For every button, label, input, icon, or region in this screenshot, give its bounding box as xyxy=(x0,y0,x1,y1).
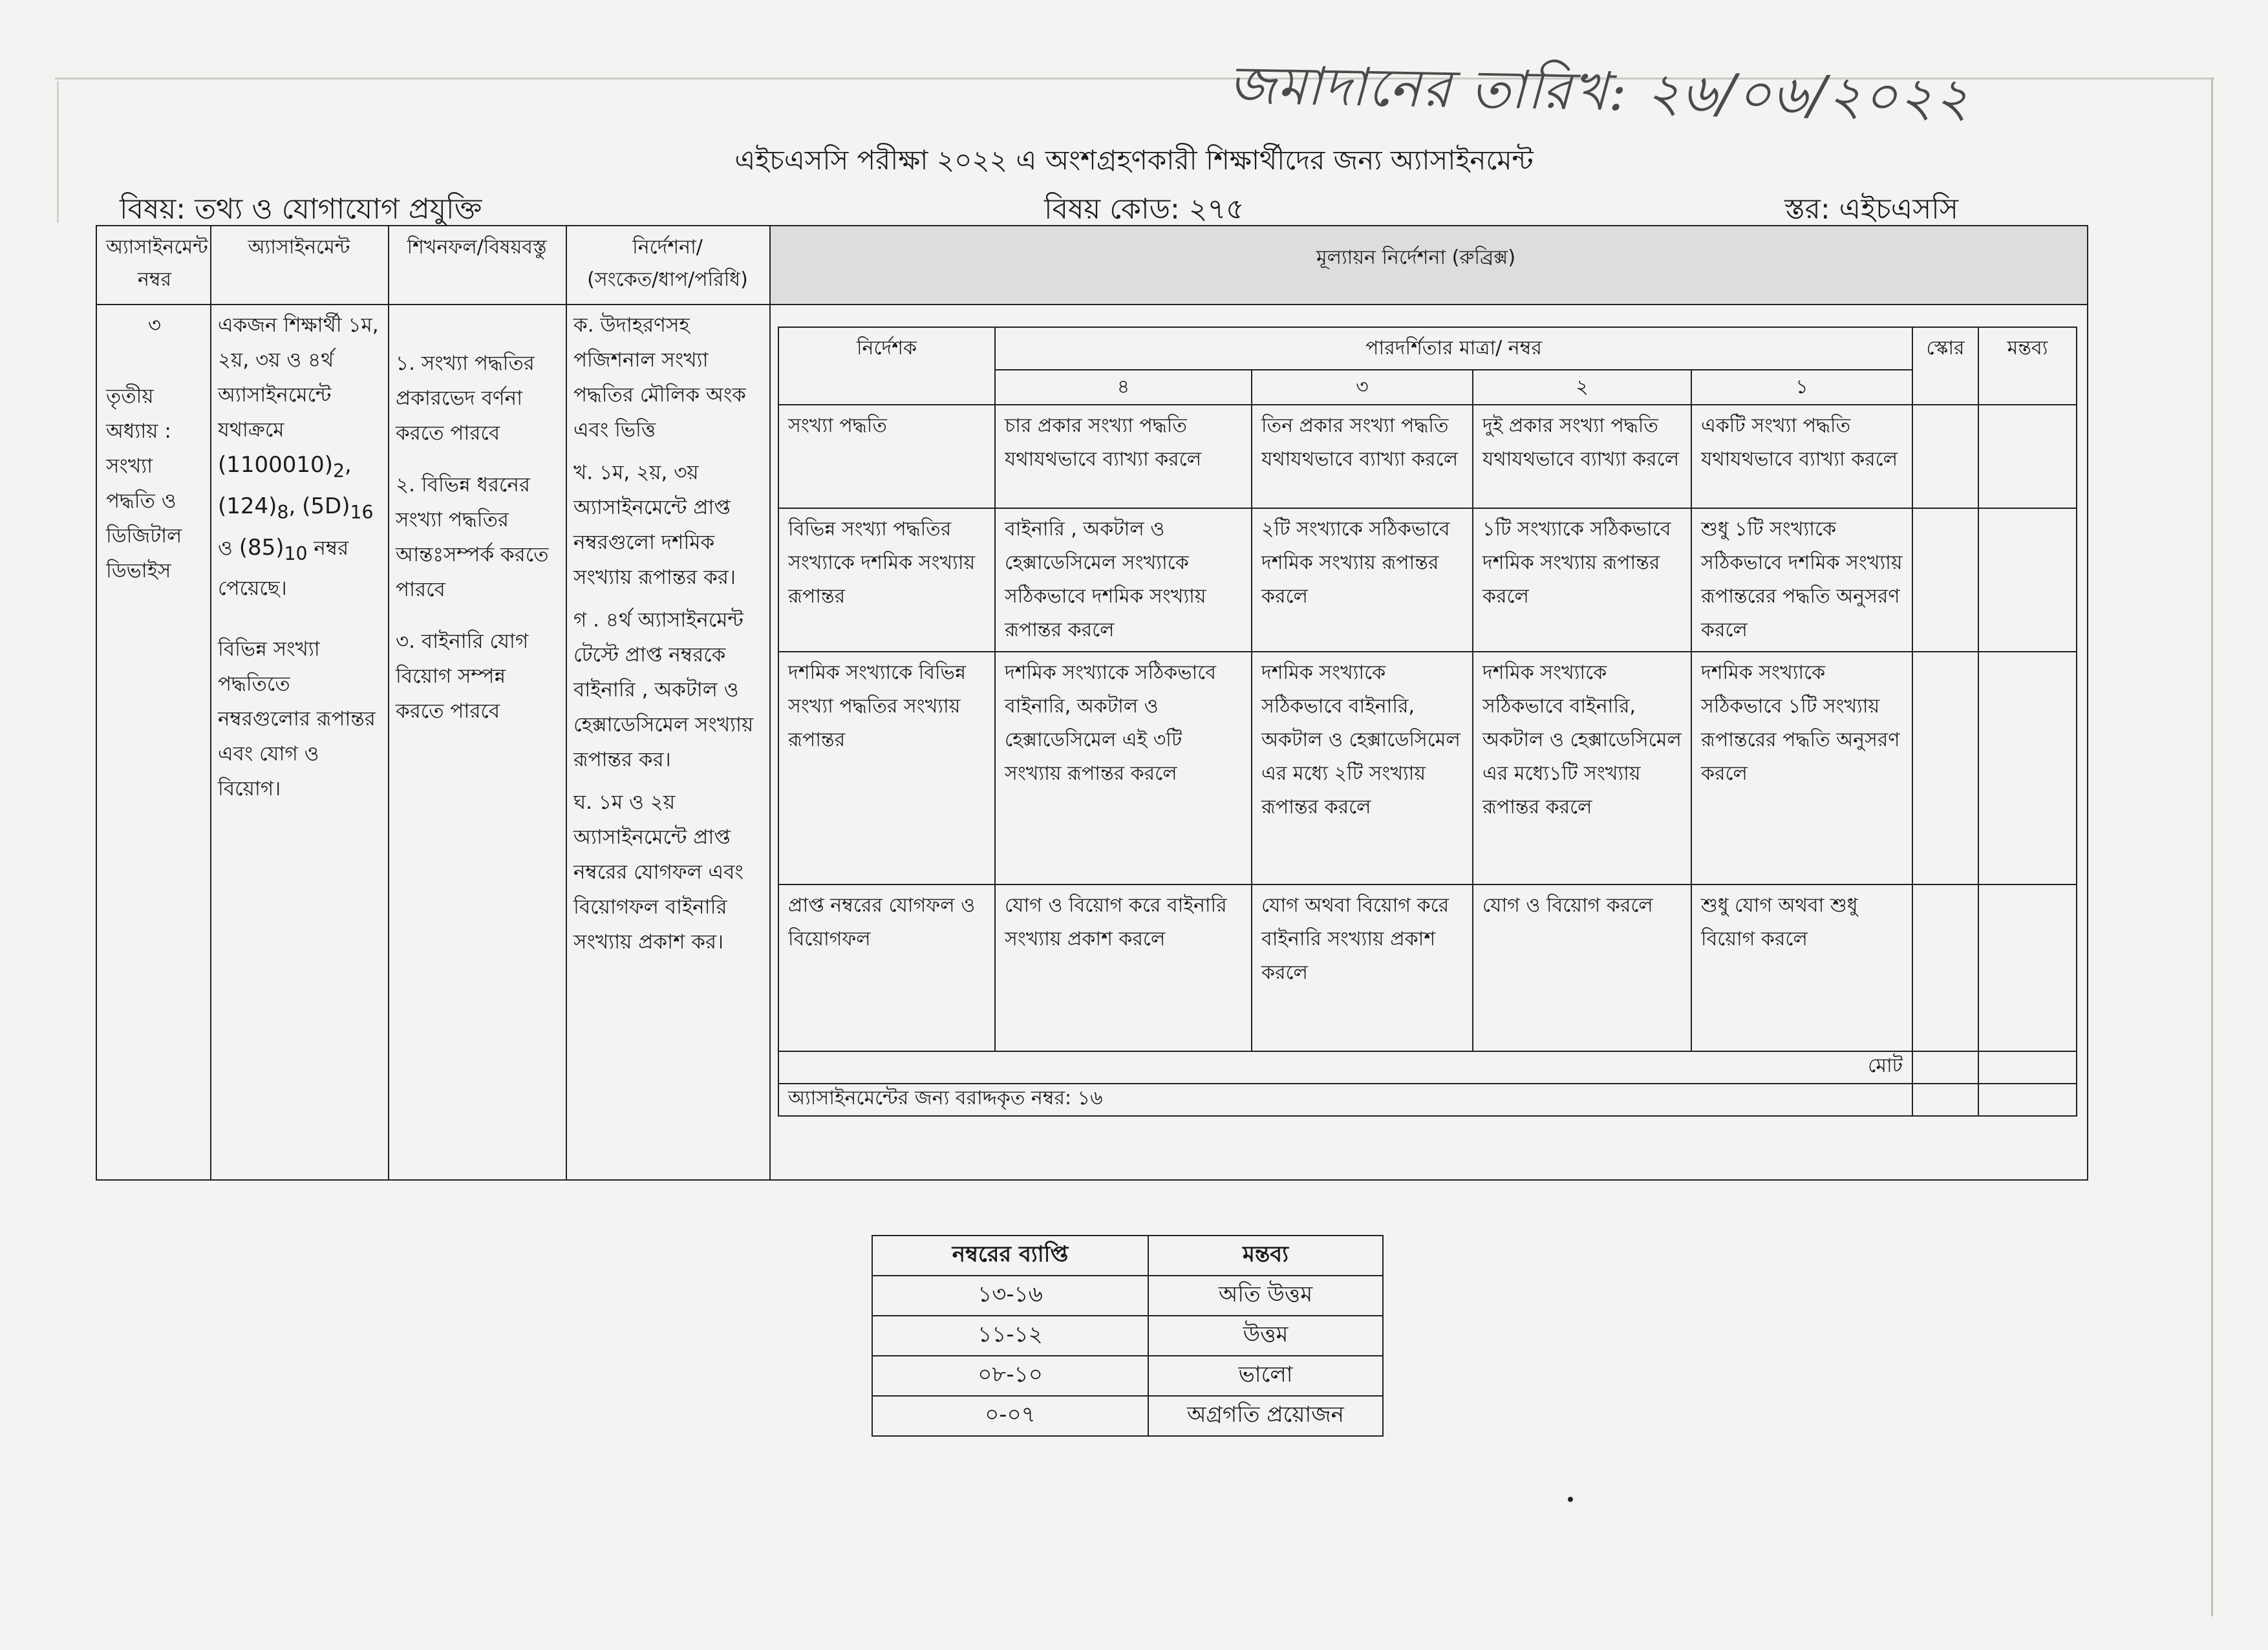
header-rule xyxy=(97,304,769,305)
scale-range: ০-০৭ xyxy=(872,1396,1148,1436)
rubric-cell-l4: দশমিক সংখ্যাকে সঠিকভাবে বাইনারি, অকটাল ও হেক্সাডেসিমেল এই ৩টি সংখ্যায় রূপান্তর করলে xyxy=(995,652,1252,884)
header-instructions-line2: (সংকেত/ধাপ/পরিধি) xyxy=(587,268,748,291)
rubric-remark-cell xyxy=(1978,652,2077,884)
scale-range: ১১-১২ xyxy=(872,1316,1148,1356)
instruction-item: গ . ৪র্থ অ্যাসাইনমেন্ট টেস্টে প্রাপ্ত নম্বরকে বাইনারি , অকটাল ও হেক্সাডেসিমেল সংখ্যায় রূপান্তর কর। xyxy=(573,608,754,771)
number-decimal-value: (85) xyxy=(239,534,284,561)
rubric-row xyxy=(778,884,2077,1051)
assignment-task: বিভিন্ন সংখ্যা পদ্ধতিতে নম্বরগুলোর রূপান্তর এবং যোগ ও বিয়োগ। xyxy=(218,638,376,801)
rubric-remark-header: মন্তব্য xyxy=(1978,327,2077,405)
learning-outcomes xyxy=(396,346,559,729)
education-level: স্তর: এইচএসসি xyxy=(1784,193,1958,226)
header-learning-outcome: শিখনফল/বিষয়বস্তু xyxy=(407,236,547,259)
assignment-number-value: ৩ xyxy=(147,314,162,337)
subject-name: বিষয়: তথ্য ও যোগাযোগ প্রযুক্তি xyxy=(120,193,482,226)
scale-remark: উত্তম xyxy=(1148,1316,1383,1356)
rubric-cell-l3: দশমিক সংখ্যাকে সঠিকভাবে বাইনারি, অকটাল ও হেক্সাডেসিমেল এর মধ্যে ২টি সংখ্যায় রূপান্তর করলে xyxy=(1252,652,1473,884)
scale-range: ০৮-১০ xyxy=(872,1356,1148,1396)
number-octal-base: 8 xyxy=(277,501,289,523)
rubric-cell-l4: যোগ ও বিয়োগ করে বাইনারি সংখ্যায় প্রকাশ করলে xyxy=(995,884,1252,1051)
header-evaluation: মূল্যায়ন নির্দেশনা (রুব্রিক্স) xyxy=(1316,246,1516,269)
rubric-level-1: ১ xyxy=(1691,370,1912,405)
rubric-cell-l3: ২টি সংখ্যাকে সঠিকভাবে দশমিক সংখ্যায় রূপান্তর করলে xyxy=(1252,508,1473,652)
rubric-cell-l1: দশমিক সংখ্যাকে সঠিকভাবে ১টি সংখ্যায় রূপান্তরের পদ্ধতি অনুসরণ করলে xyxy=(1691,652,1912,884)
rubric-cell-l3: যোগ অথবা বিয়োগ করে বাইনারি সংখ্যায় প্রকাশ করলে xyxy=(1252,884,1473,1051)
assignment-got: নম্বর পেয়েছে। xyxy=(218,536,349,601)
header-instructions-line1: নির্দেশনা/ xyxy=(632,236,703,259)
handwritten-submission-date: জমাদানের তারিখ: ২৬/০৬/২০২২ xyxy=(1228,54,1971,129)
subject-code: বিষয় কোড: ২৭৫ xyxy=(1044,193,1245,226)
number-octal-value: (124) xyxy=(218,493,277,519)
paper-edge-right xyxy=(2211,78,2213,1616)
rubric-indicator: বিভিন্ন সংখ্যা পদ্ধতির সংখ্যাকে দশমিক সংখ্যায় রূপান্তর xyxy=(778,508,995,652)
grading-scale-table xyxy=(872,1235,1384,1437)
scale-remark: অগ্রগতি প্রয়োজন xyxy=(1148,1396,1383,1436)
number-hex-value: (5D) xyxy=(302,493,350,519)
rubric-total-label: মোট xyxy=(778,1051,1912,1084)
rubric-indicator: প্রাপ্ত নম্বরের যোগফল ও বিয়োগফল xyxy=(778,884,995,1051)
rubric-score-cell xyxy=(1912,405,1978,508)
scale-range-header: নম্বরের ব্যাপ্তি xyxy=(872,1236,1148,1276)
number-hex-base: 16 xyxy=(350,501,374,523)
rubric-level-2: ২ xyxy=(1473,370,1691,405)
instructions-list xyxy=(573,308,762,959)
rubric-score-cell xyxy=(1912,884,1978,1051)
column-divider xyxy=(769,226,771,1179)
number-octal: $(124)_8$, xyxy=(218,493,296,523)
rubric-row xyxy=(778,508,2077,652)
header-assignment-number: অ্যাসাইনমেন্ট নম্বর xyxy=(106,236,208,291)
number-binary-value: (1100010) xyxy=(218,452,333,478)
number-decimal-base: 10 xyxy=(284,542,308,564)
document-title: এইচএসসি পরীক্ষা ২০২২ এ অংশগ্রহণকারী শিক্ষার্থীদের জন্য অ্যাসাইনমেন্ট xyxy=(734,144,1534,176)
rubric-table xyxy=(778,327,2077,1117)
rubric-level-3: ৩ xyxy=(1252,370,1473,405)
assignment-intro: একজন শিক্ষার্থী ১ম, ২য়, ৩য় ও ৪র্থ অ্যাসাইনমেন্টে যথাক্রমে xyxy=(218,314,379,442)
rubric-cell-l2: যোগ ও বিয়োগ করলে xyxy=(1473,884,1691,1051)
scale-remark: অতি উত্তম xyxy=(1148,1276,1383,1316)
column-divider xyxy=(388,226,389,1179)
rubric-allocated-marks: অ্যাসাইনমেন্টের জন্য বরাদ্দকৃত নম্বর: ১৬ xyxy=(778,1084,1912,1116)
assignment-description xyxy=(218,308,381,806)
scale-row xyxy=(872,1396,1383,1436)
rubric-indicator: দশমিক সংখ্যাকে বিভিন্ন সংখ্যা পদ্ধতির সংখ্যায় রূপান্তর xyxy=(778,652,995,884)
instruction-item: ঘ. ১ম ও ২য় অ্যাসাইনমেন্টে প্রাপ্ত নম্বরের যোগফল এবং বিয়োগফল বাইনারি সংখ্যায় প্রকাশ কর। xyxy=(573,791,744,954)
paper-speck xyxy=(1568,1497,1573,1502)
rubric-allocated-score xyxy=(1912,1084,1978,1116)
rubric-remark-cell xyxy=(1978,405,2077,508)
rubric-score-cell xyxy=(1912,652,1978,884)
rubric-remark-cell xyxy=(1978,508,2077,652)
rubric-total-score xyxy=(1912,1051,1978,1084)
rubric-row xyxy=(778,652,2077,884)
rubric-cell-l4: চার প্রকার সংখ্যা পদ্ধতি যথাযথভাবে ব্যাখ্যা করলে xyxy=(995,405,1252,508)
column-divider xyxy=(210,226,211,1179)
rubric-row xyxy=(778,405,2077,508)
instruction-item: খ. ১ম, ২য়, ৩য় অ্যাসাইনমেন্টে প্রাপ্ত নম্বরগুলো দশমিক সংখ্যায় রূপান্তর কর। xyxy=(573,461,736,589)
rubric-score-header: স্কোর xyxy=(1912,327,1978,405)
assignment-and: ও xyxy=(218,536,233,560)
rubric-cell-l1: শুধু ১টি সংখ্যাকে সঠিকভাবে দশমিক সংখ্যায় রূপান্তরের পদ্ধতি অনুসরণ করলে xyxy=(1691,508,1912,652)
rubric-allocated-remark xyxy=(1978,1084,2077,1116)
rubric-cell-l2: দুই প্রকার সংখ্যা পদ্ধতি যথাযথভাবে ব্যাখ্যা করলে xyxy=(1473,405,1691,508)
rubric-cell-l3: তিন প্রকার সংখ্যা পদ্ধতি যথাযথভাবে ব্যাখ্যা করলে xyxy=(1252,405,1473,508)
chapter-title: তৃতীয় অধ্যায় : সংখ্যা পদ্ধতি ও ডিজিটাল ডিভাইস xyxy=(106,385,182,583)
outcome-item: ৩. বাইনারি যোগ বিয়োগ সম্পন্ন করতে পারবে xyxy=(396,630,529,723)
instruction-item: ক. উদাহরণসহ পজিশনাল সংখ্যা পদ্ধতির মৌলিক অংক এবং ভিত্তি xyxy=(573,314,746,442)
header-instructions xyxy=(572,231,763,296)
number-binary-base: 2 xyxy=(332,460,345,482)
scale-remark: ভালো xyxy=(1148,1356,1383,1396)
rubric-cell-l1: শুধু যোগ অথবা শুধু বিয়োগ করলে xyxy=(1691,884,1912,1051)
rubric-cell-l4: বাইনারি , অকটাল ও হেক্সাডেসিমেল সংখ্যাকে সঠিকভাবে দশমিক সংখ্যায় রূপান্তর করলে xyxy=(995,508,1252,652)
scale-row xyxy=(872,1356,1383,1396)
rubric-indicator-header: নির্দেশক xyxy=(778,327,995,405)
rubric-level-4: ৪ xyxy=(995,370,1252,405)
number-hex xyxy=(302,493,374,523)
scale-range: ১৩-১৬ xyxy=(872,1276,1148,1316)
scale-row xyxy=(872,1316,1383,1356)
rubric-total-remark xyxy=(1978,1051,2077,1084)
rubric-indicator: সংখ্যা পদ্ধতি xyxy=(778,405,995,508)
number-binary: $(1100010)_2$, xyxy=(218,452,352,482)
rubric-score-cell xyxy=(1912,508,1978,652)
scale-remark-header: মন্তব্য xyxy=(1148,1236,1383,1276)
number-decimal xyxy=(239,534,308,564)
rubric-cell-l1: একটি সংখ্যা পদ্ধতি যথাযথভাবে ব্যাখ্যা করলে xyxy=(1691,405,1912,508)
rubric-cell-l2: ১টি সংখ্যাকে সঠিকভাবে দশমিক সংখ্যায় রূপান্তর করলে xyxy=(1473,508,1691,652)
rubric-remark-cell xyxy=(1978,884,2077,1051)
column-divider xyxy=(566,226,567,1179)
scale-row xyxy=(872,1276,1383,1316)
rubric-level-header: পারদর্শিতার মাত্রা/ নম্বর xyxy=(995,327,1912,370)
outcome-item: ২. বিভিন্ন ধরনের সংখ্যা পদ্ধতির আন্তঃসম্পর্ক করতে পারবে xyxy=(396,473,549,601)
outcome-item: ১. সংখ্যা পদ্ধতির প্রকারভেদ বর্ণনা করতে পারবে xyxy=(396,352,535,445)
rubric-cell-l2: দশমিক সংখ্যাকে সঠিকভাবে বাইনারি, অকটাল ও হেক্সাডেসিমেল এর মধ্যে১টি সংখ্যায় রূপান্তর করলে xyxy=(1473,652,1691,884)
header-assignment: অ্যাসাইনমেন্ট xyxy=(248,236,350,259)
